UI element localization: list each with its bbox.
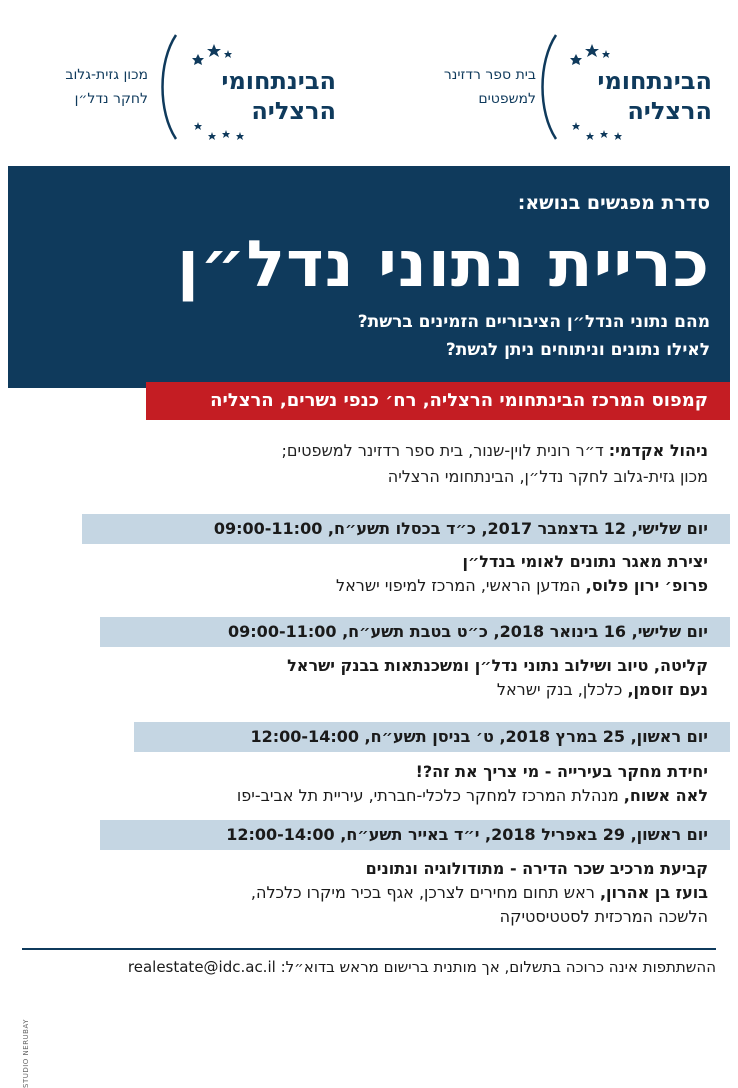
logo-brand-line2: הרצליה (251, 97, 336, 125)
question-1: מהם נתוני הנדל״ן הציבוריים הזמינים ברשת? (357, 312, 710, 332)
session-talk-3 (237, 760, 708, 808)
speaker-name: בועז בן אהרון, (599, 883, 708, 902)
speaker-role: כלכלן, בנק ישראל (496, 680, 628, 699)
management-label: ניהול אקדמי: (608, 441, 708, 460)
logo-sub-line2: למשפטים (478, 91, 536, 107)
session-date-1: יום שלישי, 12 בדצמבר 2017, כ״ד בכסלו תשע״ח, 09:00-11:00 (82, 514, 730, 544)
management-line2: מכון גזית-גלוב לחקר נדל״ן, הבינתחומי הרצליה (387, 467, 708, 486)
logo-brand-line2: הרצליה (627, 97, 712, 125)
speaker-name: נעם זוסמן, (627, 680, 708, 699)
session-talk-2 (287, 654, 708, 702)
footer-separator: | (564, 1001, 570, 1020)
session-talk-1 (336, 550, 708, 598)
talk-title: יצירת מאגר נתונים לאומי בנדל״ן (462, 552, 708, 571)
content-panel (8, 388, 730, 1088)
speaker-role: ראש תחום מחירים לצרכן, אגף בכיר מיקרו כלכלה, (250, 883, 600, 902)
logo-sub-line2: לחקר נדל״ן (74, 91, 148, 107)
campus-banner: קמפוס המרכז הבינתחומי הרצליה, רח׳ כנפי נשרים, הרצליה (146, 382, 730, 420)
logo-radzyner (384, 30, 714, 150)
footer-tagline (375, 1001, 712, 1020)
speaker-role: המדען הראשי, המרכז למיפוי ישראל (336, 576, 586, 595)
session-date-4: יום ראשון, 29 באפריל 2018, י״ד באייר תשע״ח, 12:00-14:00 (100, 820, 730, 850)
logo-sub-line1: מכון גזית-גלוב (65, 67, 148, 83)
talk-title: קביעת מרכיב שכר הדירה - מתודולוגיה ונתונים (365, 859, 708, 878)
logo-sub-line1: בית ספר רדזינר (443, 67, 536, 83)
session-date-3: יום ראשון, 25 במרץ 2018, ט׳ בניסן תשע״ח, 12:00-14:00 (134, 722, 730, 752)
question-2: לאילו נתונים וניתוחים ניתן לגשת? (445, 340, 710, 360)
website-link[interactable]: WWW.IDC.AC.IL (24, 1002, 170, 1020)
logo-brand-line1: הבינתחומי (221, 67, 336, 95)
footer-brand: הבינתחומי הרצליה (573, 1001, 712, 1020)
session-date-2: יום שלישי, 16 בינואר 2018, כ״ט בטבת תשע״ח, 09:00-11:00 (100, 617, 730, 647)
poster-frame (8, 8, 730, 1088)
speaker-org: הלשכה המרכזית לסטטיסטיקה (499, 907, 708, 926)
divider (22, 948, 716, 950)
management-names: ד״ר רונית לוין-שנור, בית ספר רדזינר למשפטים; (281, 441, 609, 460)
session-talk-4 (251, 857, 708, 929)
registration-note: ההשתתפות אינה כרוכה בתשלום, אך מותנית ברישום מראש בדוא״ל: realestate@idc.ac.il (127, 958, 716, 976)
management-line1 (282, 438, 709, 464)
footer-slogan: האקדמיה למנהיגי העתיד (375, 1001, 561, 1020)
academic-management (282, 438, 709, 490)
page-title: כריית נתוני נדל״ן (176, 228, 710, 302)
footer (8, 992, 730, 1033)
series-label: סדרת מפגשים בנושא: (517, 192, 710, 214)
logo-gazit-globe (36, 30, 336, 150)
speaker-name: לאה אשוח, (623, 786, 708, 805)
studio-credit: STUDIO NERUBAY (22, 1018, 30, 1088)
speaker-name: פרופ׳ ירון פלוס, (585, 576, 708, 595)
logo-brand-line1: הבינתחומי (597, 67, 712, 95)
talk-title: יחידת מחקר בעירייה - מי צריך את זה?! (415, 762, 708, 781)
logos-band (8, 8, 730, 166)
speaker-role: מנהלת המרכז למחקר כלכלי-חברתי, עיריית תל אביב-יפו (236, 786, 624, 805)
talk-title: קליטה, טיוב ושילוב נתוני נדל״ן ומשכנתאות בבנק ישראל (287, 656, 708, 675)
hero-section (8, 166, 730, 388)
